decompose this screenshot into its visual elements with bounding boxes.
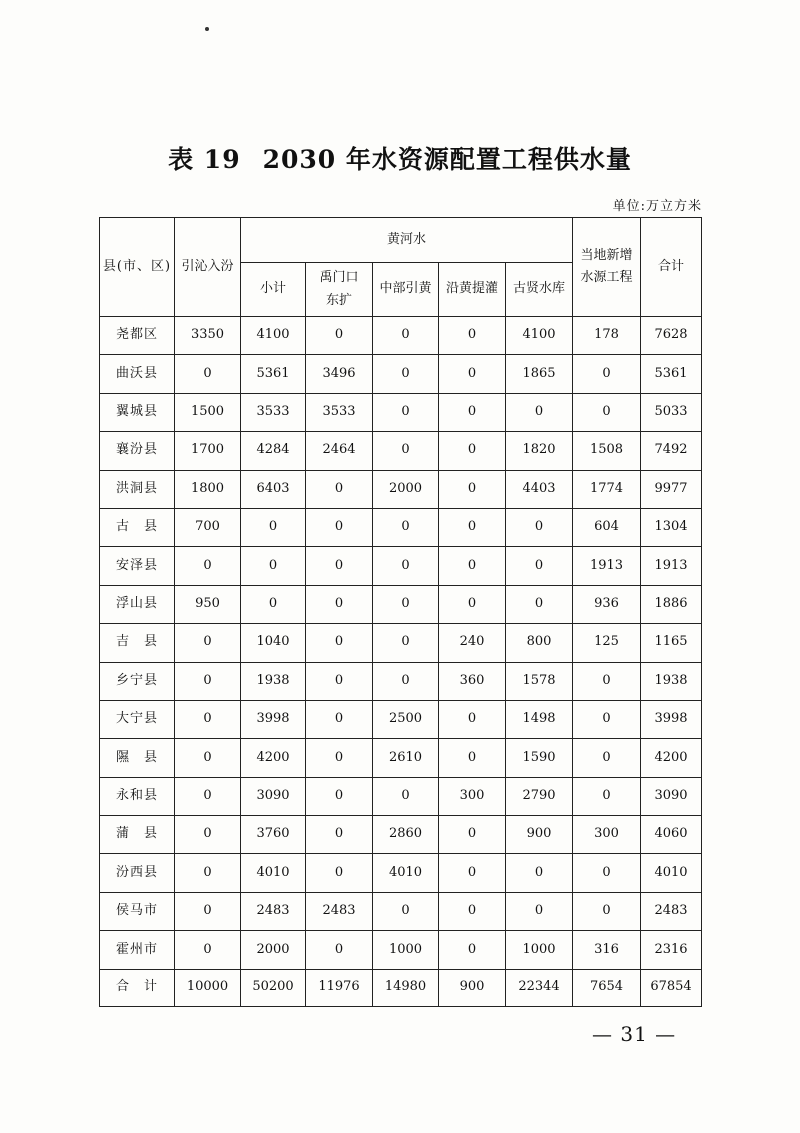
table-row [100,931,702,969]
cell-yanhuang: 0 [439,355,506,393]
cell-county: 霍州市 [100,931,175,969]
cell-total: 7628 [641,317,702,355]
cell-guxian: 1000 [506,931,573,969]
cell-zhongbu: 0 [373,585,439,623]
cell-yanhuang: 0 [439,892,506,930]
cell-local-new: 316 [573,931,641,969]
table-row [100,393,702,431]
cell-qinfen: 0 [175,624,241,662]
cell-total: 3998 [641,700,702,738]
cell-guxian: 0 [506,508,573,546]
cell-county: 浮山县 [100,585,175,623]
table-row [100,816,702,854]
cell-yumenkou: 0 [306,854,373,892]
cell-yanhuang: 0 [439,816,506,854]
cell-total: 5361 [641,355,702,393]
table-row [100,432,702,470]
cell-local-new: 604 [573,508,641,546]
cell-yanhuang: 0 [439,432,506,470]
cell-yanhuang: 300 [439,777,506,815]
cell-subtotal: 4100 [241,317,306,355]
table-body [100,317,702,1007]
cell-qinfen: 1500 [175,393,241,431]
cell-yanhuang: 0 [439,931,506,969]
cell-subtotal: 3760 [241,816,306,854]
cell-county: 安泽县 [100,547,175,585]
cell-county: 侯马市 [100,892,175,930]
cell-guxian: 0 [506,547,573,585]
cell-local-new: 0 [573,777,641,815]
cell-guxian: 0 [506,854,573,892]
cell-county: 翼城县 [100,393,175,431]
cell-qinfen: 1700 [175,432,241,470]
cell-yanhuang: 0 [439,739,506,777]
cell-total: 2483 [641,892,702,930]
cell-subtotal: 3533 [241,393,306,431]
header-yumenkou: 禹门口东扩 [306,263,373,317]
cell-local-new: 0 [573,739,641,777]
table-row [100,585,702,623]
cell-local-new: 125 [573,624,641,662]
total-total: 67854 [641,969,702,1006]
cell-qinfen: 0 [175,777,241,815]
cell-county: 曲沃县 [100,355,175,393]
table-row [100,700,702,738]
table-title-text: 2030 年水资源配置工程供水量 [262,145,632,174]
cell-qinfen: 1800 [175,470,241,508]
cell-zhongbu: 0 [373,892,439,930]
cell-local-new: 1774 [573,470,641,508]
cell-zhongbu: 0 [373,432,439,470]
cell-subtotal: 4200 [241,739,306,777]
header-yanhuang: 沿黄提灌 [439,263,506,317]
table-row [100,739,702,777]
cell-yumenkou: 0 [306,700,373,738]
table-row [100,470,702,508]
header-qinfen: 引沁入汾 [175,218,241,317]
cell-local-new: 0 [573,355,641,393]
header-subtotal: 小计 [241,263,306,317]
table-row [100,854,702,892]
cell-yanhuang: 0 [439,470,506,508]
page-number: — 31 — [592,1022,677,1046]
cell-zhongbu: 0 [373,317,439,355]
header-yellow-river: 黄河水 [241,218,573,263]
cell-yanhuang: 0 [439,508,506,546]
table-number: 表 19 [168,145,241,174]
total-yanhuang: 900 [439,969,506,1006]
cell-county: 蒲 县 [100,816,175,854]
cell-qinfen: 0 [175,892,241,930]
cell-subtotal: 2483 [241,892,306,930]
cell-yumenkou: 2483 [306,892,373,930]
total-yumenkou: 11976 [306,969,373,1006]
table-row [100,662,702,700]
cell-subtotal: 0 [241,508,306,546]
cell-county: 永和县 [100,777,175,815]
cell-zhongbu: 2860 [373,816,439,854]
cell-yumenkou: 2464 [306,432,373,470]
cell-total: 4200 [641,739,702,777]
cell-zhongbu: 0 [373,355,439,393]
total-row [100,969,702,1006]
cell-qinfen: 0 [175,355,241,393]
cell-qinfen: 0 [175,547,241,585]
cell-yumenkou: 0 [306,624,373,662]
cell-yumenkou: 0 [306,816,373,854]
cell-local-new: 1913 [573,547,641,585]
cell-qinfen: 700 [175,508,241,546]
cell-yumenkou: 0 [306,317,373,355]
total-local-new: 7654 [573,969,641,1006]
header-zhongbu: 中部引黄 [373,263,439,317]
cell-qinfen: 0 [175,700,241,738]
cell-yumenkou: 0 [306,777,373,815]
cell-total: 9977 [641,470,702,508]
cell-guxian: 4403 [506,470,573,508]
cell-local-new: 300 [573,816,641,854]
cell-total: 4060 [641,816,702,854]
cell-local-new: 0 [573,700,641,738]
cell-total: 2316 [641,931,702,969]
cell-yumenkou: 0 [306,931,373,969]
cell-county: 吉 县 [100,624,175,662]
header-guxian: 古贤水库 [506,263,573,317]
cell-qinfen: 3350 [175,317,241,355]
cell-subtotal: 1040 [241,624,306,662]
cell-zhongbu: 2000 [373,470,439,508]
cell-zhongbu: 0 [373,624,439,662]
cell-zhongbu: 2610 [373,739,439,777]
total-county: 合 计 [100,969,175,1006]
cell-total: 3090 [641,777,702,815]
cell-yanhuang: 0 [439,700,506,738]
page-title [0,140,800,176]
cell-subtotal: 4010 [241,854,306,892]
cell-guxian: 800 [506,624,573,662]
cell-yanhuang: 360 [439,662,506,700]
cell-guxian: 0 [506,393,573,431]
total-qinfen: 10000 [175,969,241,1006]
cell-local-new: 0 [573,662,641,700]
cell-yanhuang: 0 [439,854,506,892]
cell-local-new: 936 [573,585,641,623]
cell-guxian: 1820 [506,432,573,470]
scan-speck [205,27,209,31]
cell-qinfen: 0 [175,739,241,777]
cell-subtotal: 3998 [241,700,306,738]
table-row [100,624,702,662]
cell-county: 大宁县 [100,700,175,738]
cell-qinfen: 0 [175,931,241,969]
cell-yanhuang: 0 [439,585,506,623]
cell-zhongbu: 1000 [373,931,439,969]
cell-yumenkou: 0 [306,470,373,508]
cell-guxian: 900 [506,816,573,854]
table-row [100,892,702,930]
cell-zhongbu: 4010 [373,854,439,892]
cell-yumenkou: 0 [306,547,373,585]
cell-yanhuang: 240 [439,624,506,662]
cell-subtotal: 4284 [241,432,306,470]
cell-total: 5033 [641,393,702,431]
cell-local-new: 0 [573,854,641,892]
cell-yumenkou: 0 [306,662,373,700]
cell-subtotal: 0 [241,585,306,623]
cell-guxian: 1865 [506,355,573,393]
cell-zhongbu: 2500 [373,700,439,738]
cell-yanhuang: 0 [439,547,506,585]
cell-local-new: 178 [573,317,641,355]
cell-qinfen: 950 [175,585,241,623]
cell-local-new: 0 [573,393,641,431]
table-row [100,317,702,355]
header-total: 合计 [641,218,702,317]
cell-zhongbu: 0 [373,393,439,431]
cell-local-new: 0 [573,892,641,930]
cell-local-new: 1508 [573,432,641,470]
cell-guxian: 1578 [506,662,573,700]
total-zhongbu: 14980 [373,969,439,1006]
table-row [100,777,702,815]
cell-yanhuang: 0 [439,317,506,355]
cell-county: 隰 县 [100,739,175,777]
cell-total: 1938 [641,662,702,700]
cell-county: 汾西县 [100,854,175,892]
cell-yanhuang: 0 [439,393,506,431]
cell-qinfen: 0 [175,854,241,892]
cell-total: 1304 [641,508,702,546]
cell-subtotal: 3090 [241,777,306,815]
table-row [100,355,702,393]
cell-qinfen: 0 [175,662,241,700]
cell-yumenkou: 0 [306,508,373,546]
cell-yumenkou: 3533 [306,393,373,431]
cell-subtotal: 0 [241,547,306,585]
header-county: 县(市、区) [100,218,175,317]
cell-zhongbu: 0 [373,777,439,815]
total-subtotal: 50200 [241,969,306,1006]
cell-total: 7492 [641,432,702,470]
cell-guxian: 1590 [506,739,573,777]
cell-qinfen: 0 [175,816,241,854]
cell-county: 古 县 [100,508,175,546]
table-row [100,547,702,585]
cell-subtotal: 5361 [241,355,306,393]
cell-zhongbu: 0 [373,547,439,585]
cell-guxian: 2790 [506,777,573,815]
unit-label: 单位:万立方米 [612,199,702,214]
cell-yumenkou: 3496 [306,355,373,393]
cell-zhongbu: 0 [373,508,439,546]
cell-county: 襄汾县 [100,432,175,470]
cell-zhongbu: 0 [373,662,439,700]
cell-subtotal: 6403 [241,470,306,508]
cell-guxian: 0 [506,585,573,623]
cell-subtotal: 1938 [241,662,306,700]
cell-total: 1913 [641,547,702,585]
cell-total: 1165 [641,624,702,662]
cell-county: 乡宁县 [100,662,175,700]
cell-guxian: 1498 [506,700,573,738]
cell-total: 1886 [641,585,702,623]
cell-yumenkou: 0 [306,585,373,623]
cell-subtotal: 2000 [241,931,306,969]
cell-yumenkou: 0 [306,739,373,777]
total-guxian: 22344 [506,969,573,1006]
cell-guxian: 4100 [506,317,573,355]
cell-total: 4010 [641,854,702,892]
header-local-new: 当地新增水源工程 [573,218,641,317]
cell-guxian: 0 [506,892,573,930]
water-supply-table [99,217,702,1007]
cell-county: 尧都区 [100,317,175,355]
table-row [100,508,702,546]
cell-county: 洪洞县 [100,470,175,508]
